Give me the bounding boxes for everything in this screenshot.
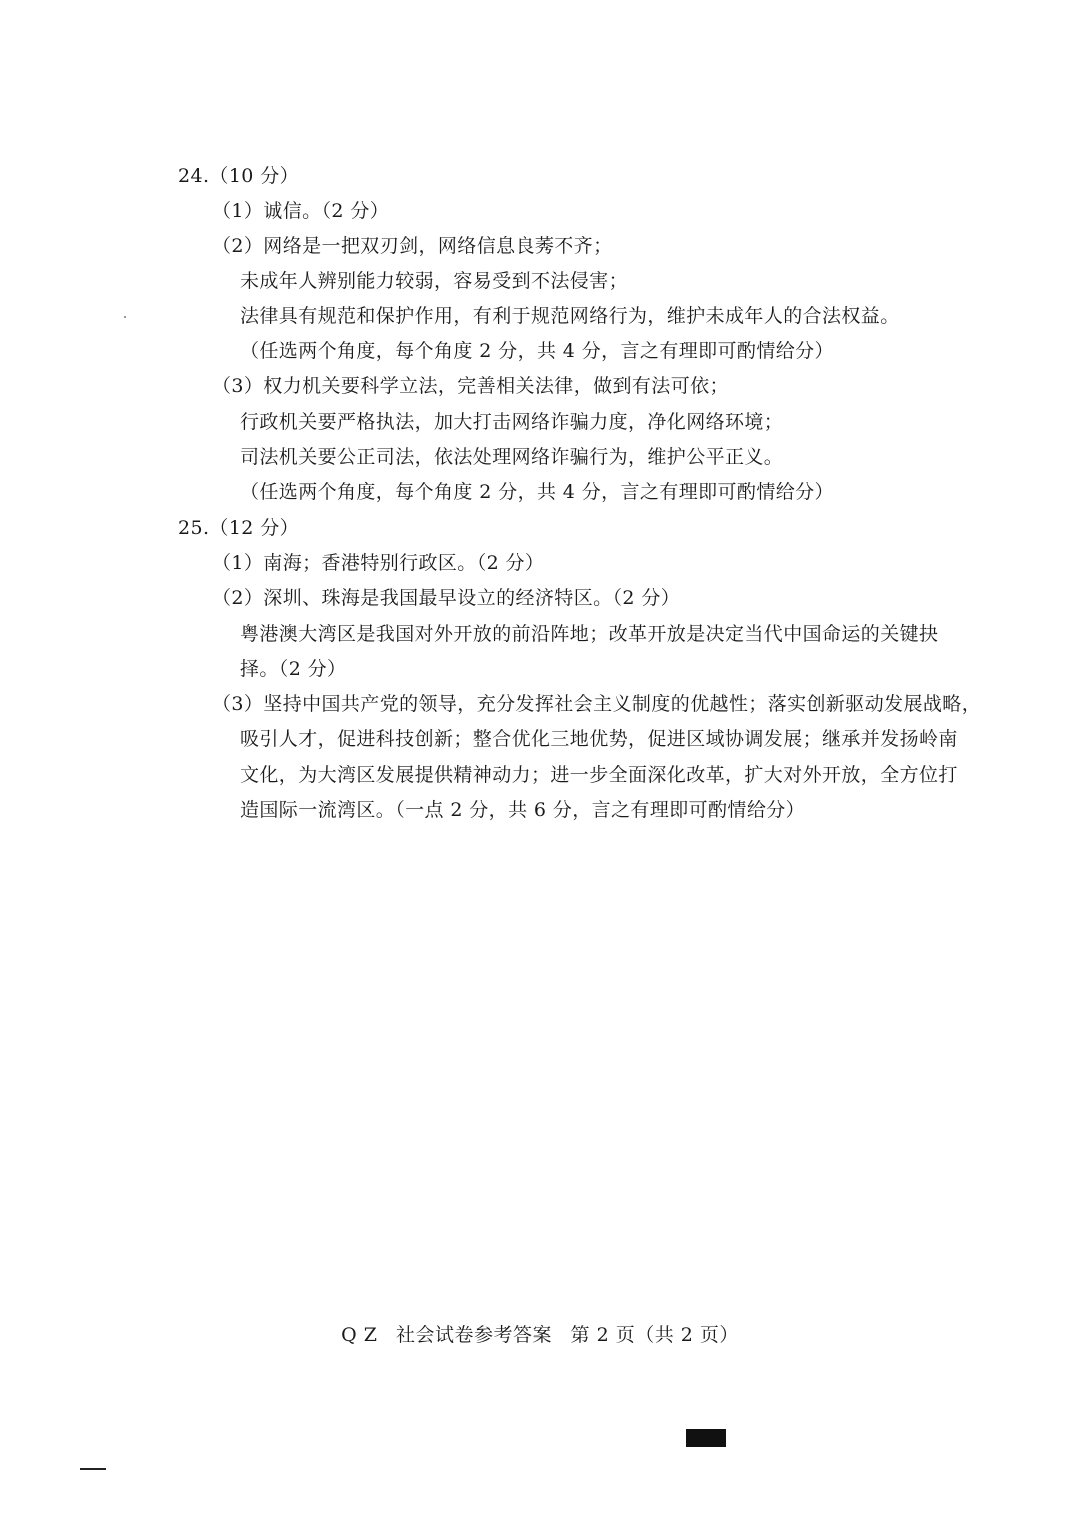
footer-page-number: 第 2 页（共 2 页） xyxy=(570,1324,739,1346)
scan-speck xyxy=(124,316,126,318)
q24-part-2: （2）网络是一把双刃剑，网络信息良莠不齐； xyxy=(212,235,613,257)
q25-part-3-line-3: 文化，为大湾区发展提供精神动力；进一步全面深化改革，扩大对外开放，全方位打 xyxy=(240,764,958,786)
printer-registration-block xyxy=(686,1429,726,1447)
q24-part-3-scoring-note: （任选两个角度，每个角度 2 分，共 4 分，言之有理即可酌情给分） xyxy=(240,481,834,503)
q24-part-3-line-3: 司法机关要公正司法，依法处理网络诈骗行为，维护公平正义。 xyxy=(240,446,784,468)
corner-dash-mark xyxy=(80,1468,106,1470)
q25-part-3: （3）坚持中国共产党的领导，充分发挥社会主义制度的优越性；落实创新驱动发展战略， xyxy=(212,693,982,715)
q24-part-3: （3）权力机关要科学立法，完善相关法律，做到有法可依； xyxy=(212,375,729,397)
q24-part-2-line-3: 法律具有规范和保护作用，有利于规范网络行为，维护未成年人的合法权益。 xyxy=(240,305,900,327)
q24-part-1: （1）诚信。（2 分） xyxy=(212,200,390,222)
q25-part-2-line-2: 粤港澳大湾区是我国对外开放的前沿阵地；改革开放是决定当代中国命运的关键抉 xyxy=(240,623,939,645)
q25-part-3-line-2: 吸引人才，促进科技创新；整合优化三地优势，促进区域协调发展；继承并发扬岭南 xyxy=(240,728,958,750)
footer-title: 社会试卷参考答案 xyxy=(395,1324,552,1346)
q25-part-1: （1）南海；香港特别行政区。（2 分） xyxy=(212,552,545,574)
question-25-heading: 25.（12 分） xyxy=(178,517,300,539)
q24-part-2-scoring-note: （任选两个角度，每个角度 2 分，共 4 分，言之有理即可酌情给分） xyxy=(240,340,834,362)
page-footer xyxy=(0,1323,1080,1347)
q24-part-3-line-2: 行政机关要严格执法，加大打击网络诈骗力度，净化网络环境； xyxy=(240,411,784,433)
q24-part-2-line-2: 未成年人辨别能力较弱，容易受到不法侵害； xyxy=(240,270,629,292)
q25-part-2: （2）深圳、珠海是我国最早设立的经济特区。（2 分） xyxy=(212,587,681,609)
question-24-heading: 24.（10 分） xyxy=(178,165,300,187)
footer-code: Q Z xyxy=(341,1324,378,1346)
q25-part-2-line-3: 择。（2 分） xyxy=(240,658,347,680)
q25-part-3-line-4: 造国际一流湾区。（一点 2 分，共 6 分，言之有理即可酌情给分） xyxy=(240,799,806,821)
